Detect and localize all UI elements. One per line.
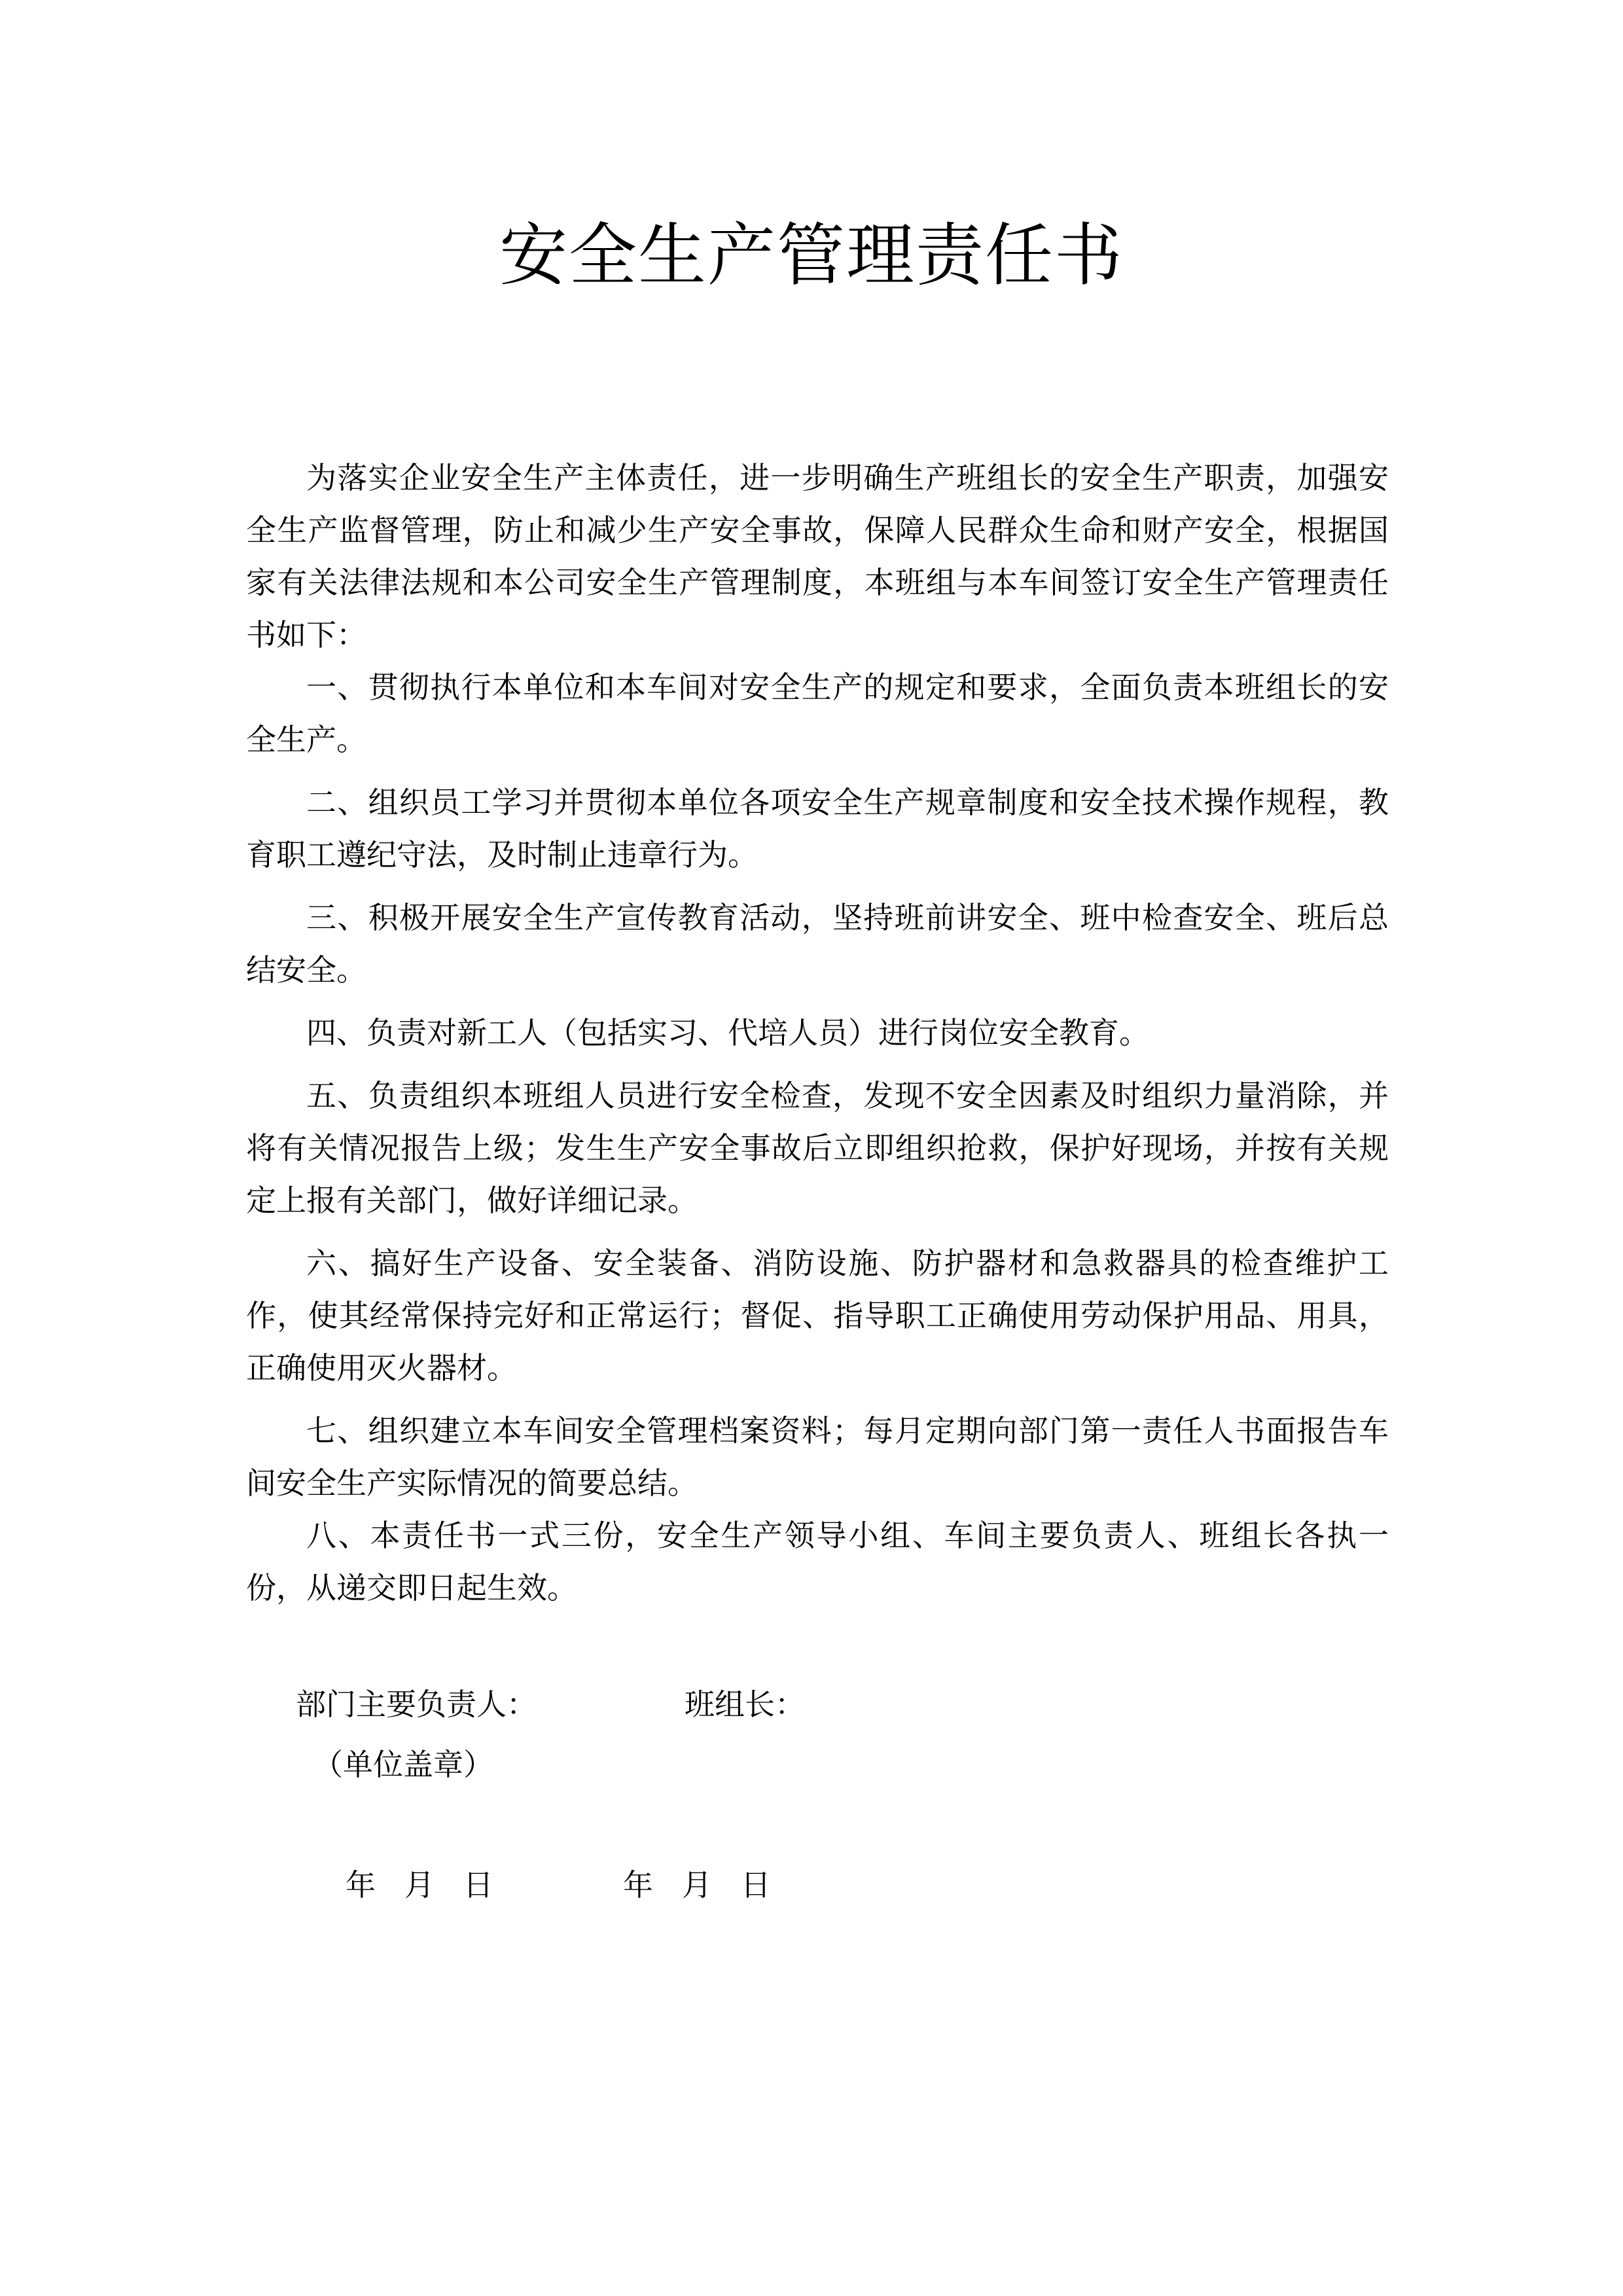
clause-8: 八、本责任书一式三份，安全生产领导小组、车间主要负责人、班组长各执一份，从递交即日起生效。: [246, 1518, 1389, 1605]
document-body: [246, 452, 1389, 1614]
clause-6: 六、搞好生产设备、安全装备、消防设施、防护器材和急救器具的检查维护工作，使其经常保持完好和正常运行；督促、指导职工正确使用劳动保护用品、用具，正确使用灭火器材。: [246, 1246, 1389, 1386]
clause-3: 三、积极开展安全生产宣传教育活动，坚持班前讲安全、班中检查安全、班后总结安全。: [246, 900, 1389, 988]
clause-1: 一、贯彻执行本单位和本车间对安全生产的规定和要求，全面负责本班组长的安全生产。: [246, 670, 1389, 757]
dept-head-label: 部门主要负责人：: [296, 1687, 537, 1722]
seal-note: （单位盖章）: [313, 1747, 493, 1782]
document-title: 安全生产管理责任书: [499, 215, 1124, 295]
clause-4: 四、负责对新工人（包括实习、代培人员）进行岗位安全教育。: [306, 1015, 1149, 1050]
team-leader-label: 班组长：: [685, 1687, 805, 1722]
clause-2: 二、组织员工学习并贯彻本单位各项安全生产规章制度和安全技术操作规程，教育职工遵纪守法，及时制止违章行为。: [246, 785, 1389, 872]
clause-5: 五、负责组织本班组人员进行安全检查，发现不安全因素及时组织力量消除，并将有关情况报告上级；发生生产安全事故后立即组织抢救，保护好现场，并按有关规定上报有关部门，做好详细记录。: [246, 1078, 1389, 1218]
date-line-dept: 年 月 日: [346, 1867, 493, 1903]
intro-paragraph: 为落实企业安全生产主体责任，进一步明确生产班组长的安全生产职责，加强安全生产监督管理，防止和减少生产安全事故，保障人民群众生命和财产安全，根据国家有关法律法规和本公司安全生产管理制度，本班组与本车间签订安全生产管理责任书如下：: [246, 460, 1389, 653]
clause-7: 七、组织建立本车间安全管理档案资料；每月定期向部门第一责任人书面报告车间安全生产实际情况的简要总结。: [246, 1413, 1389, 1501]
date-line-team: 年 月 日: [623, 1867, 771, 1903]
